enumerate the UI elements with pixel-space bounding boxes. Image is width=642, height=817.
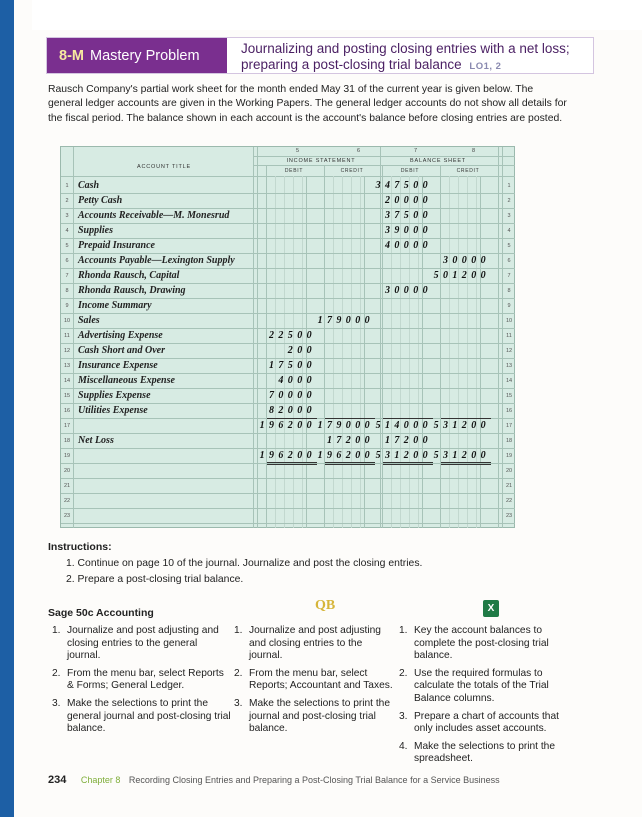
- sage-step: 1. Journalize and post adjusting and closing entries to the general journal.: [52, 625, 219, 662]
- row-number: 15: [63, 392, 71, 399]
- row-number: 19: [63, 452, 71, 459]
- row-number: 12: [63, 347, 71, 354]
- amount: 20000: [385, 194, 432, 206]
- row-number: 2: [65, 197, 69, 204]
- column-subheader: CREDIT: [456, 168, 480, 174]
- row-rule: [61, 208, 515, 209]
- total-rule: [325, 418, 375, 419]
- excel-icon: X: [483, 600, 499, 617]
- column-subheader: CREDIT: [340, 168, 364, 174]
- account-title: Petty Cash: [78, 194, 123, 206]
- row-number: 21: [505, 482, 513, 489]
- row-rule: [61, 328, 515, 329]
- row-number: 7: [65, 272, 69, 279]
- total-rule: [441, 464, 491, 465]
- row-number: 1: [65, 183, 69, 189]
- problem-tag: [47, 38, 227, 73]
- account-title: Prepaid Insurance: [78, 239, 155, 251]
- amount: 196200: [317, 449, 374, 461]
- chapter-label: Chapter 8: [80, 775, 121, 785]
- row-rule: [61, 268, 515, 269]
- row-number: 23: [63, 512, 71, 519]
- total-rule: [267, 464, 317, 465]
- row-number: 16: [63, 407, 71, 414]
- account-title: Advertising Expense: [78, 329, 163, 341]
- row-rule: [61, 313, 515, 314]
- money-column-rule: [498, 147, 499, 528]
- digit-column-rule: [351, 176, 352, 528]
- title-right-rule: [253, 147, 254, 528]
- account-title-header: ACCOUNT TITLE: [137, 164, 191, 170]
- amount: 70000: [269, 389, 316, 401]
- problem-number: 8-M: [59, 47, 84, 64]
- row-number: 16: [505, 407, 513, 414]
- amount: 196200: [259, 449, 316, 461]
- row-rule: [61, 508, 515, 509]
- row-number: 5: [65, 242, 69, 249]
- row-number: 3: [507, 212, 511, 219]
- money-column-rule: [324, 165, 325, 528]
- column-number: 8: [472, 148, 476, 154]
- digit-column-rule: [476, 176, 477, 528]
- total-rule: [325, 462, 375, 463]
- row-number: 13: [63, 362, 71, 369]
- row-number: 2: [507, 197, 511, 204]
- row-rule: [61, 253, 515, 254]
- amount: 501200: [433, 269, 490, 281]
- row-rule: [61, 433, 515, 434]
- amount: 4000: [278, 374, 316, 386]
- total-rule: [383, 464, 433, 465]
- total-rule: [441, 418, 491, 419]
- row-number: 7: [507, 272, 511, 279]
- instructions-heading: Instructions:: [48, 541, 112, 553]
- learning-objective: LO1, 2: [469, 61, 502, 72]
- money-column-rule: [382, 165, 383, 528]
- header-rule: [253, 156, 515, 157]
- row-number: 4: [65, 227, 69, 234]
- quickbooks-step: 1. Journalize and post adjusting and closing entries to the journal.: [234, 625, 381, 662]
- row-rule: [61, 403, 515, 404]
- account-title: Miscellaneous Expense: [78, 374, 175, 386]
- amount: 196200: [259, 419, 316, 431]
- amount: 39000: [385, 224, 432, 236]
- quickbooks-steps: [234, 625, 394, 741]
- intro-paragraph: Rausch Company's partial work sheet for the month ended May 31 of the current year is given below. The general ledger accounts are given in the Working Papers. The general ledger accounts do not show all details for the fiscal period. The balance shown in each account is the account's balance before closing entries are posted.: [48, 84, 567, 124]
- digit-column-rule: [333, 176, 334, 528]
- sage-heading: Sage 50c Accounting: [48, 607, 154, 619]
- column-number: 6: [357, 148, 361, 154]
- textbook-page: [14, 0, 642, 817]
- row-number: 21: [63, 482, 71, 489]
- account-title: Supplies: [78, 224, 114, 236]
- problem-title-block: [241, 41, 591, 75]
- column-number: 7: [414, 148, 418, 154]
- problem-title: Journalizing and posting closing entries with a net loss; preparing a post-closing trial balance: [241, 41, 570, 72]
- column-subheader: DEBIT: [284, 168, 304, 174]
- header-rule: [61, 176, 515, 177]
- account-title: Sales: [78, 314, 100, 326]
- digit-column-rule: [342, 176, 343, 528]
- row-rule: [61, 238, 515, 239]
- row-number: 17: [505, 422, 513, 429]
- row-number: 22: [505, 497, 513, 504]
- row-number: 18: [505, 437, 513, 444]
- row-number: 5: [507, 242, 511, 249]
- row-number: 13: [505, 362, 513, 369]
- account-title: Cash Short and Over: [78, 344, 165, 356]
- total-rule: [267, 462, 317, 463]
- amount: 179000: [317, 314, 374, 326]
- row-number: 22: [63, 497, 71, 504]
- row-number: 19: [505, 452, 513, 459]
- account-title: Cash: [78, 180, 100, 191]
- amount: 37500: [385, 209, 432, 221]
- row-number: 20: [505, 467, 513, 474]
- amount: 30000: [385, 284, 432, 296]
- row-number: 1: [507, 183, 511, 189]
- page-number: 234: [48, 774, 67, 786]
- row-rule: [61, 358, 515, 359]
- row-number: 11: [506, 332, 512, 339]
- account-title: Accounts Receivable—M. Monesrud: [78, 209, 230, 221]
- account-title: Utilities Expense: [78, 404, 148, 416]
- row-rule: [61, 388, 515, 389]
- digit-column-rule: [360, 176, 361, 528]
- amount: 531200: [433, 419, 490, 431]
- money-column-rule: [440, 165, 441, 528]
- title-right-rule: [257, 147, 258, 528]
- row-number: 14: [505, 377, 513, 384]
- section-header-income-statement: INCOME STATEMENT: [286, 158, 356, 164]
- account-title: Rhonda Rausch, Capital: [78, 269, 180, 281]
- sage-step: 2. From the menu bar, select Reports & Forms; General Ledger.: [52, 667, 224, 692]
- amount: 531200: [433, 449, 490, 461]
- work-sheet: [60, 146, 515, 528]
- row-number: 8: [65, 287, 69, 294]
- row-rule: [61, 223, 515, 224]
- amount: 17500: [269, 359, 316, 371]
- quickbooks-step: 2. From the menu bar, select Reports; Accountant and Taxes.: [234, 667, 393, 692]
- sage-steps: [52, 625, 232, 741]
- row-number: 6: [65, 257, 69, 264]
- amount: 347500: [375, 180, 432, 191]
- account-title: Insurance Expense: [78, 359, 158, 371]
- chapter-title: Recording Closing Entries and Preparing a Post-Closing Trial Balance for a Service Business: [128, 775, 500, 785]
- digit-column-rule: [284, 176, 285, 528]
- problem-label: Mastery Problem: [89, 47, 200, 64]
- sage-step: 3. Make the selections to print the general journal and post-closing trial balance.: [52, 697, 231, 735]
- page-footer: [48, 774, 500, 786]
- total-rule: [325, 464, 375, 465]
- row-rule: [61, 298, 515, 299]
- section-header-balance-sheet: BALANCE SHEET: [410, 158, 466, 164]
- excel-steps: [399, 625, 574, 771]
- row-number: 11: [64, 332, 70, 339]
- amount: 200: [287, 344, 316, 356]
- digit-column-rule: [449, 176, 450, 528]
- money-column-rule: [266, 165, 267, 528]
- account-title: Rhonda Rausch, Drawing: [78, 284, 186, 296]
- row-number: 20: [63, 467, 71, 474]
- digit-column-rule: [458, 176, 459, 528]
- account-title: Supplies Expense: [78, 389, 151, 401]
- row-rule: [61, 478, 515, 479]
- digit-column-rule: [467, 176, 468, 528]
- column-number: 5: [296, 148, 300, 154]
- excel-step: 2. Use the required formulas to calculate the totals of the Trial Balance columns.: [399, 667, 549, 704]
- total-rule: [383, 462, 433, 463]
- amount: 17200: [385, 434, 432, 446]
- row-number: 17: [63, 422, 71, 429]
- row-number: 6: [507, 257, 511, 264]
- row-number: 10: [63, 317, 71, 324]
- amount: 82000: [269, 404, 316, 416]
- row-number: 9: [507, 302, 511, 309]
- instruction-item: 2. Prepare a post-closing trial balance.: [66, 574, 244, 585]
- total-rule: [383, 418, 433, 419]
- total-rule: [441, 462, 491, 463]
- row-rule: [61, 283, 515, 284]
- problem-header: [46, 37, 594, 74]
- row-number: 12: [505, 347, 513, 354]
- account-title: Net Loss: [78, 434, 114, 446]
- amount: 514000: [375, 419, 432, 431]
- row-number: 14: [63, 377, 71, 384]
- row-number: 3: [65, 212, 69, 219]
- cents-column-rule: [480, 176, 481, 528]
- row-rule: [61, 523, 515, 524]
- amount: 40000: [385, 239, 432, 251]
- excel-step: 4. Make the selections to print the spreadsheet.: [399, 740, 556, 765]
- amount: 531200: [375, 449, 432, 461]
- row-number: 10: [505, 317, 513, 324]
- instruction-item: 1. Continue on page 10 of the journal. Journalize and post the closing entries.: [66, 558, 423, 569]
- row-number: 18: [63, 437, 71, 444]
- title-left-rule: [73, 147, 74, 528]
- row-number: 9: [65, 302, 69, 309]
- account-title: Accounts Payable—Lexington Supply: [78, 254, 235, 266]
- amount: 30000: [443, 254, 490, 266]
- quickbooks-icon: QB: [315, 598, 336, 613]
- amount: 22500: [269, 329, 316, 341]
- row-number: 15: [505, 392, 513, 399]
- money-section-rule: [380, 147, 381, 528]
- account-title: Income Summary: [78, 299, 152, 311]
- excel-step: 1. Key the account balances to complete the post-closing trial balance.: [399, 625, 549, 662]
- row-number: 23: [505, 512, 513, 519]
- row-rule: [61, 193, 515, 194]
- cents-column-rule: [364, 176, 365, 528]
- row-rule: [61, 373, 515, 374]
- column-subheader: DEBIT: [400, 168, 420, 174]
- row-rule: [61, 448, 515, 449]
- total-rule: [267, 418, 317, 419]
- excel-step: 3. Prepare a chart of accounts that only includes asset accounts.: [399, 710, 559, 735]
- row-rule: [61, 343, 515, 344]
- quickbooks-step: 3. Make the selections to print the journal and post-closing trial balance.: [234, 697, 391, 735]
- row-number: 4: [507, 227, 511, 234]
- digit-column-rule: [275, 176, 276, 528]
- header-rule: [253, 165, 515, 166]
- instructions-list: [66, 556, 422, 588]
- amount: 179000: [317, 419, 374, 431]
- row-number: 8: [507, 287, 511, 294]
- amount: 17200: [327, 434, 374, 446]
- row-rule: [61, 493, 515, 494]
